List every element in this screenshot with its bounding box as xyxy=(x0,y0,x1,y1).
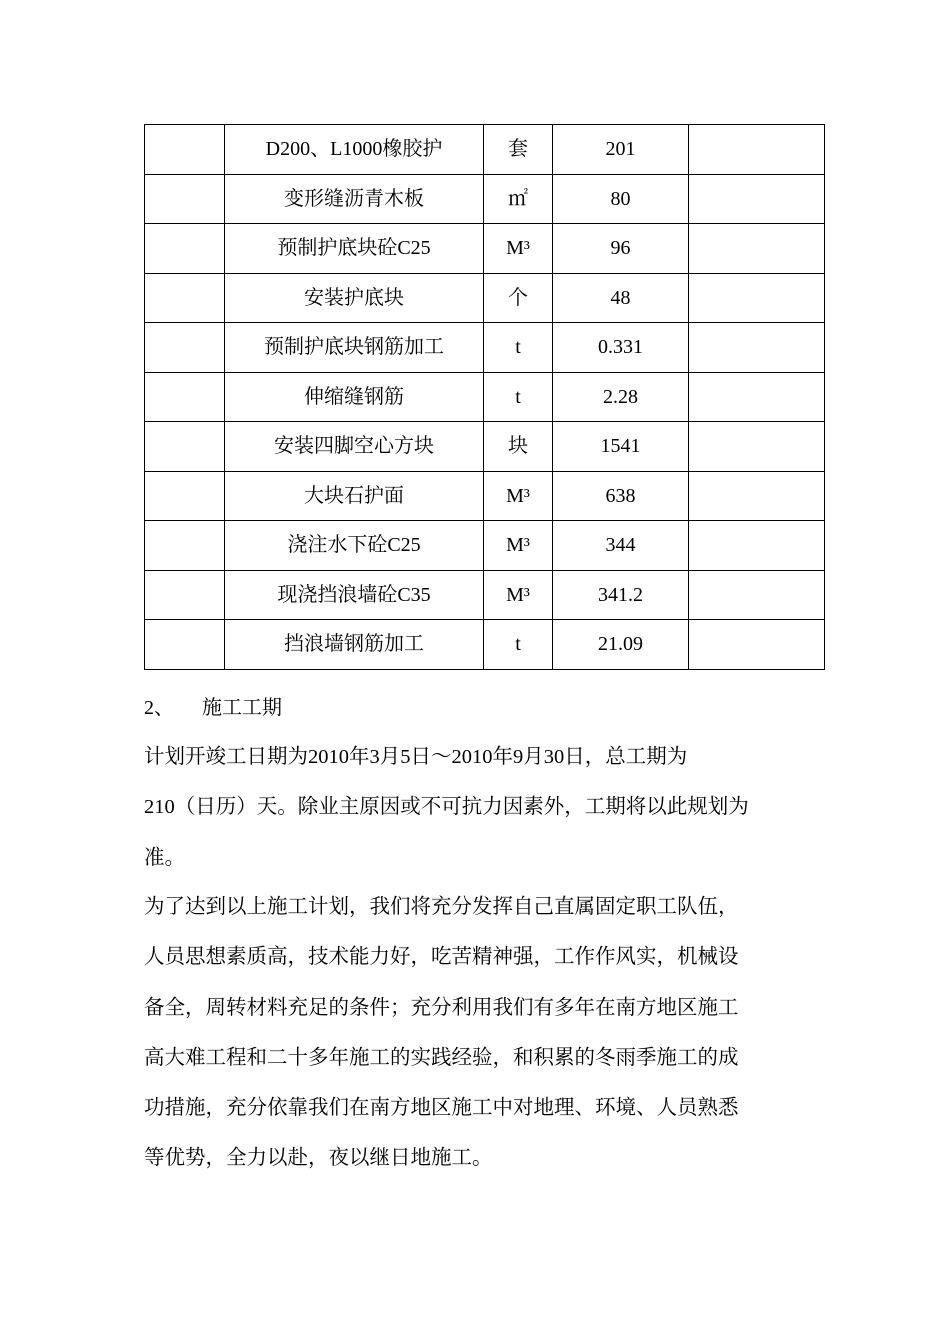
item-name-cell: 大块石护面 xyxy=(225,471,484,521)
paragraph-line: 等优势，全力以赴，夜以继日地施工。 xyxy=(144,1147,493,1170)
quantity-cell: 21.09 xyxy=(553,620,689,670)
remark-cell xyxy=(689,570,825,620)
unit-cell: 套 xyxy=(484,125,553,175)
quantity-cell: 344 xyxy=(553,521,689,571)
remark-cell xyxy=(689,174,825,224)
schedule-paragraph xyxy=(144,732,808,883)
item-name-cell: 预制护底块砼C25 xyxy=(225,224,484,274)
table-row xyxy=(145,224,825,274)
remark-cell xyxy=(689,620,825,670)
paragraph-line: 功措施，充分依靠我们在南方地区施工中对地理、环境、人员熟悉 xyxy=(144,1097,739,1120)
quantity-table xyxy=(144,124,825,670)
unit-cell: t xyxy=(484,372,553,422)
paragraph-line: 高大难工程和二十多年施工的实践经验，和积累的冬雨季施工的成 xyxy=(144,1046,739,1069)
item-name-cell: 安装四脚空心方块 xyxy=(225,422,484,472)
remark-cell xyxy=(689,224,825,274)
index-cell xyxy=(145,323,225,373)
table-row xyxy=(145,372,825,422)
paragraph-line: 备全，周转材料充足的条件；充分利用我们有多年在南方地区施工 xyxy=(144,996,739,1019)
index-cell xyxy=(145,620,225,670)
unit-cell: M³ xyxy=(484,521,553,571)
item-name-cell: 预制护底块钢筋加工 xyxy=(225,323,484,373)
item-name-cell: 伸缩缝钢筋 xyxy=(225,372,484,422)
index-cell xyxy=(145,224,225,274)
quantity-cell: 48 xyxy=(553,273,689,323)
table-row xyxy=(145,323,825,373)
index-cell xyxy=(145,471,225,521)
unit-cell: t xyxy=(484,323,553,373)
paragraph-line: 为了达到以上施工计划，我们将充分发挥自己直属固定职工队伍， xyxy=(144,896,739,918)
quantity-cell: 2.28 xyxy=(553,372,689,422)
item-name-cell: D200、L1000橡胶护 xyxy=(225,125,484,175)
unit-cell: ㎡ xyxy=(484,174,553,224)
item-name-cell: 现浇挡浪墙砼C35 xyxy=(225,570,484,620)
quantity-table-body xyxy=(145,125,825,670)
index-cell xyxy=(145,521,225,571)
quantity-cell: 201 xyxy=(553,125,689,175)
index-cell xyxy=(145,273,225,323)
unit-cell: 块 xyxy=(484,422,553,472)
quantity-cell: 638 xyxy=(553,471,689,521)
table-row xyxy=(145,422,825,472)
item-name-cell: 浇注水下砼C25 xyxy=(225,521,484,571)
paragraph-line: 210（日历）天。除业主原因或不可抗力因素外，工期将以此规划为 xyxy=(144,796,749,819)
index-cell xyxy=(145,372,225,422)
remark-cell xyxy=(689,422,825,472)
remark-cell xyxy=(689,125,825,175)
remark-cell xyxy=(689,323,825,373)
section-heading xyxy=(144,693,282,723)
plan-paragraph xyxy=(144,882,808,1184)
remark-cell xyxy=(689,273,825,323)
section-number: 2、 xyxy=(144,697,174,719)
table-row xyxy=(145,273,825,323)
quantity-cell: 341.2 xyxy=(553,570,689,620)
unit-cell: 个 xyxy=(484,273,553,323)
item-name-cell: 挡浪墙钢筋加工 xyxy=(225,620,484,670)
table-row xyxy=(145,620,825,670)
unit-cell: M³ xyxy=(484,570,553,620)
paragraph-line: 计划开竣工日期为2010年3月5日～2010年9月30日，总工期为 xyxy=(144,746,688,768)
unit-cell: M³ xyxy=(484,224,553,274)
remark-cell xyxy=(689,471,825,521)
table-row xyxy=(145,125,825,175)
index-cell xyxy=(145,125,225,175)
item-name-cell: 安装护底块 xyxy=(225,273,484,323)
quantity-cell: 96 xyxy=(553,224,689,274)
table-row xyxy=(145,570,825,620)
index-cell xyxy=(145,422,225,472)
section-title: 施工工期 xyxy=(202,697,282,719)
unit-cell: M³ xyxy=(484,471,553,521)
item-name-cell: 变形缝沥青木板 xyxy=(225,174,484,224)
index-cell xyxy=(145,174,225,224)
quantity-cell: 0.331 xyxy=(553,323,689,373)
quantity-cell: 80 xyxy=(553,174,689,224)
index-cell xyxy=(145,570,225,620)
quantity-cell: 1541 xyxy=(553,422,689,472)
table-row xyxy=(145,521,825,571)
table-row xyxy=(145,471,825,521)
paragraph-line: 人员思想素质高，技术能力好，吃苦精神强，工作作风实，机械设 xyxy=(144,946,739,969)
paragraph-line: 准。 xyxy=(144,846,185,869)
remark-cell xyxy=(689,521,825,571)
table-row xyxy=(145,174,825,224)
unit-cell: t xyxy=(484,620,553,670)
remark-cell xyxy=(689,372,825,422)
